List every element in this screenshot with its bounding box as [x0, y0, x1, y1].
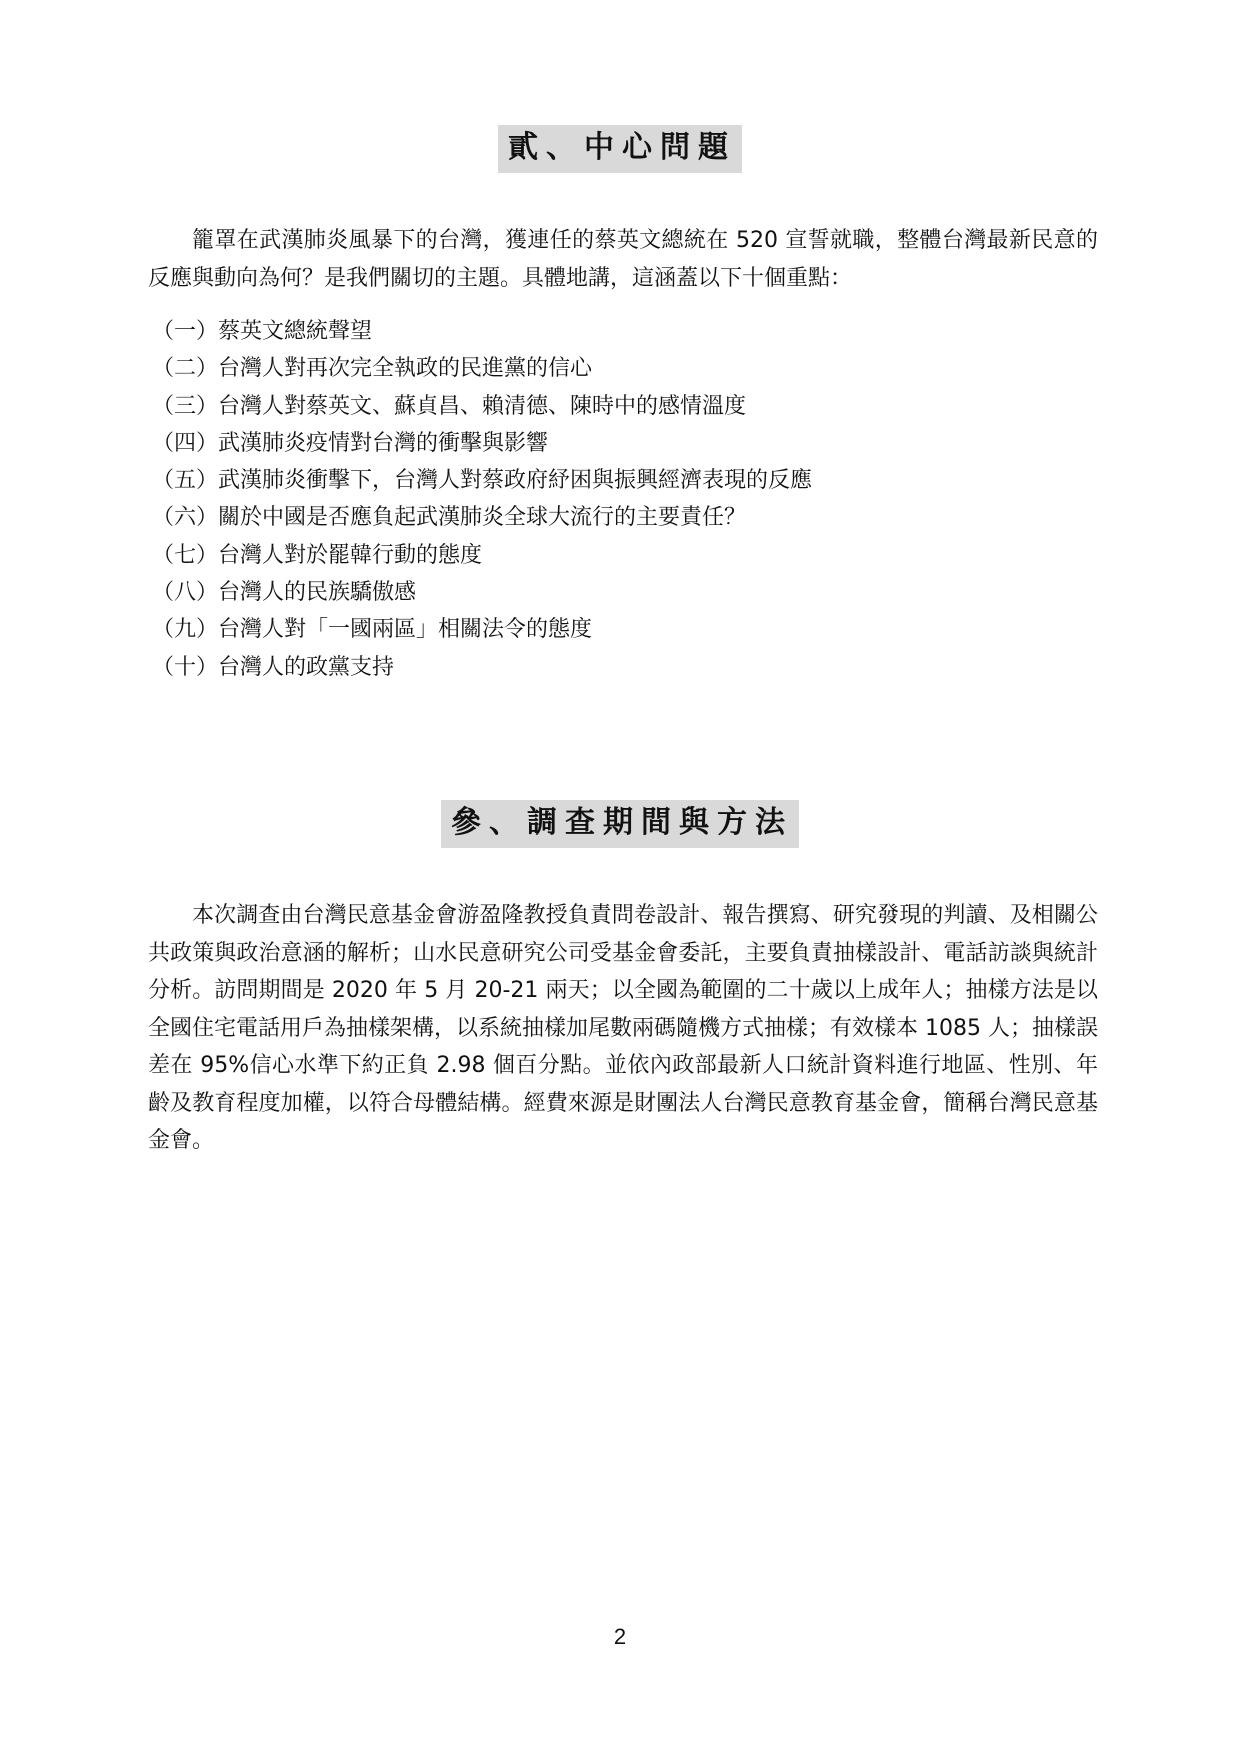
- list-item: （十）台灣人的政黨支持: [152, 654, 395, 680]
- section-heading-central-issues: [0, 125, 1240, 173]
- list-item: （六）關於中國是否應負起武漢肺炎全球大流行的主要責任？: [152, 505, 747, 531]
- method-paragraph: 本次調查由台灣民意基金會游盈隆教授負責問卷設計、報告撰寫、研究發現的判讀、及相關公共政策與政治意涵的解析；山水民意研究公司受基金會委託，主要負責抽樣設計、電話訪談與統計分析。訪問期間是 2020 年 5 月 20-21 兩天；以全國為範圍的二十歲以上成年人；抽樣方法是以全國住宅電話用戶為抽樣架構，以系統抽樣加尾數兩碼隨機方式抽樣；有效樣本 1085 人；抽樣誤差在 95%信心水準下約正負 2.98 個百分點。並依內政部最新人口統計資料進行地區、性別、年齡及教育程度加權，以符合母體結構。經費來源是財團法人台灣民意教育基金會，簡稱台灣民意基金會。: [148, 903, 1098, 1153]
- list-item: （五）武漢肺炎衝擊下，台灣人對蔡政府紓困與振興經濟表現的反應: [152, 468, 813, 494]
- focus-points-list: [152, 313, 812, 686]
- list-item: （八）台灣人的民族驕傲感: [152, 580, 417, 606]
- section-heading-survey-method: [0, 800, 1240, 848]
- list-item: （九）台灣人對「一國兩區」相關法令的態度: [152, 617, 593, 643]
- list-item: （七）台灣人對於罷韓行動的態度: [152, 542, 483, 568]
- list-item: （一）蔡英文總統聲望: [152, 319, 373, 344]
- page-number: 2: [613, 1624, 627, 1649]
- section-heading-text: 貳、中心問題: [498, 125, 742, 173]
- list-item: （二）台灣人對再次完全執政的民進黨的信心: [152, 356, 593, 382]
- section-heading-text: 參、調查期間與方法: [441, 800, 799, 848]
- list-item: （四）武漢肺炎疫情對台灣的衝擊與影響: [152, 430, 549, 456]
- intro-paragraph: 籠罩在武漢肺炎風暴下的台灣，獲連任的蔡英文總統在 520 宣誓就職，整體台灣最新民意的反應與動向為何？是我們關切的主題。具體地講，這涵蓋以下十個重點：: [148, 228, 1098, 291]
- list-item: （三）台灣人對蔡英文、蘇貞昌、賴清德、陳時中的感情溫度: [152, 393, 747, 419]
